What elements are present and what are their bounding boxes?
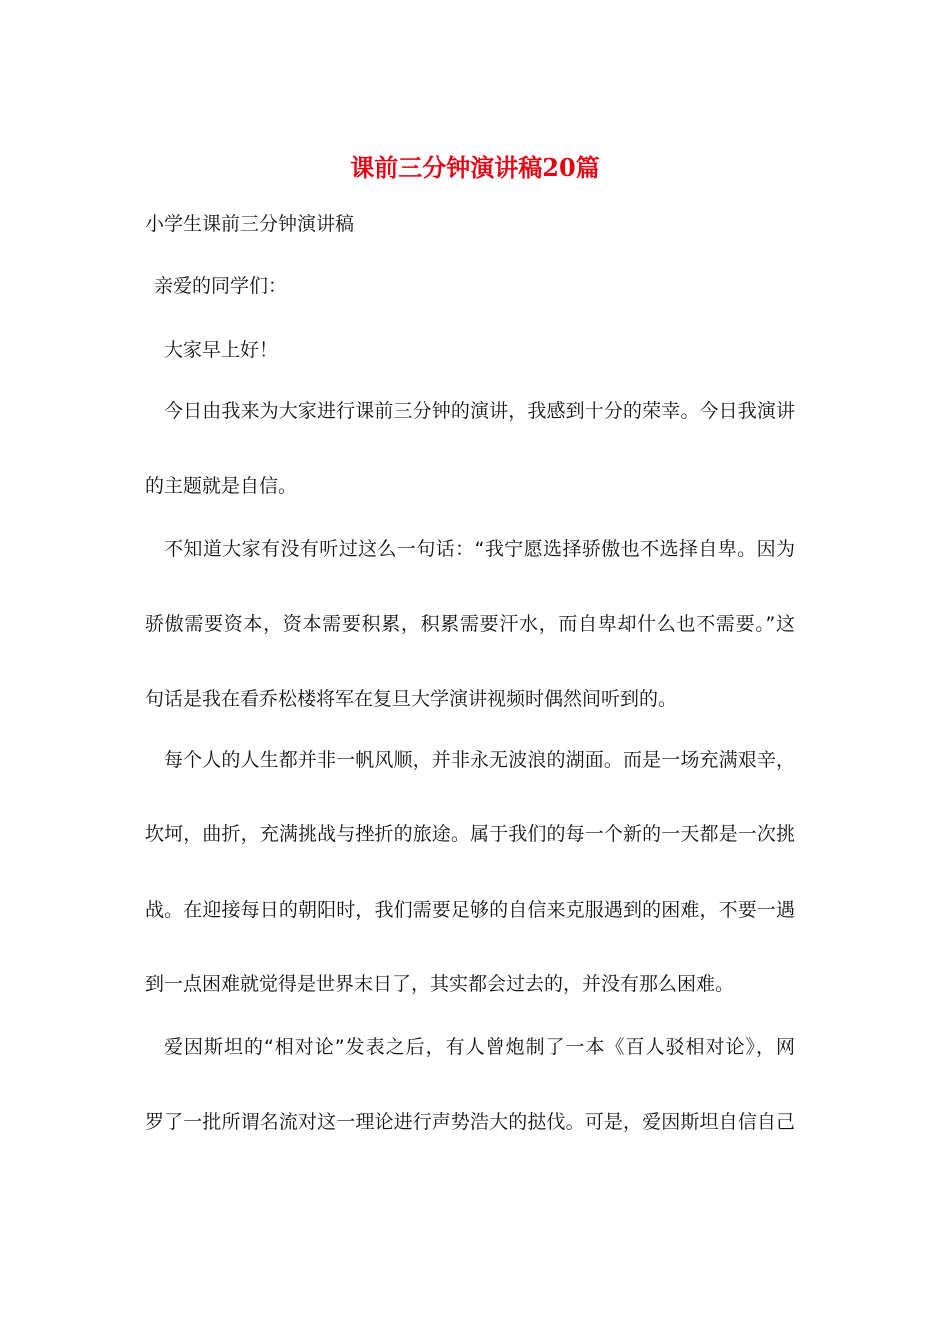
greeting: 大家早上好！ [164,339,279,361]
subtitle: 小学生课前三分钟演讲稿 [145,213,355,235]
paragraph-line: 的主题就是自信。 [145,475,298,497]
paragraph-line: 今日由我来为大家进行课前三分钟的演讲，我感到十分的荣幸。今日我演讲 [164,400,795,422]
paragraph-line: 爱因斯坦的“相对论”发表之后，有人曾炮制了一本《百人驳相对论》，网 [164,1036,795,1058]
paragraph-line: 每个人的人生都并非一帆风顺，并非永无波浪的湖面。而是一场充满艰辛， [164,749,795,771]
salutation: 亲爱的同学们： [154,275,288,297]
paragraph-line: 骄傲需要资本，资本需要积累，积累需要汗水，而自卑却什么也不需要。”这 [145,613,795,635]
paragraph-line: 坎坷，曲折，充满挑战与挫折的旅途。属于我们的每一个新的一天都是一次挑 [145,823,795,845]
paragraph-line: 战。在迎接每日的朝阳时，我们需要足够的自信来克服遇到的困难，不要一遇 [145,899,795,921]
document-title: 课前三分钟演讲稿20篇 [350,153,600,182]
paragraph-line: 到一点困难就觉得是世界末日了，其实都会过去的，并没有那么困难。 [145,973,735,995]
paragraph-line: 不知道大家有没有听过这么一句话：“我宁愿选择骄傲也不选择自卑。因为 [164,538,795,560]
paragraph-line: 句话是我在看乔松楼将军在复旦大学演讲视频时偶然间听到的。 [145,688,678,710]
paragraph-line: 罗了一批所谓名流对这一理论进行声势浩大的挞伐。可是，爱因斯坦自信自己 [145,1111,795,1133]
